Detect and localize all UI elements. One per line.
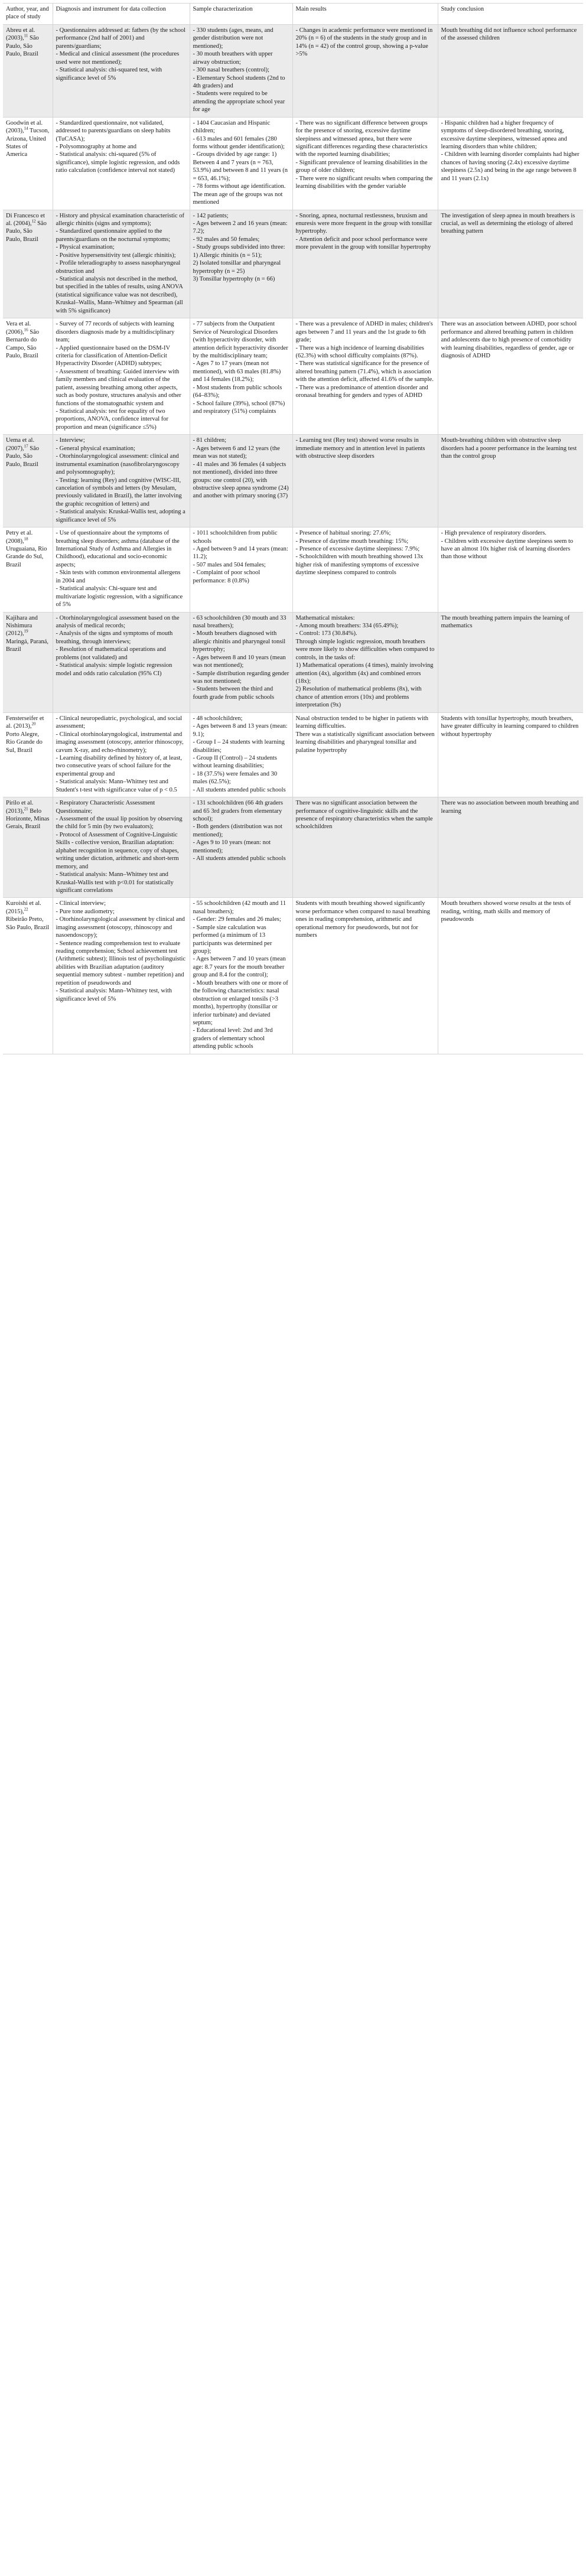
diagnosis-line: - Statistical analysis: chi-squared (5% of significance), simple logistic regression, and odds ratio calculation (confidence interval not stated): [56, 151, 180, 174]
study-place: Tucson, Arizona, United States of America: [6, 128, 50, 158]
reference-number: 22: [24, 907, 28, 912]
sample-line: - Students were required to be attending the appropriate school year for age: [193, 90, 285, 113]
results-line: - Presence of excessive daytime sleepiness: 7.9%;: [295, 546, 420, 552]
conclusion-line: There was no association between mouth breathing and learning: [441, 800, 579, 815]
sample-line: - Ages between 8 and 13 years (mean: 9.1);: [193, 723, 288, 738]
results-cell: [292, 898, 438, 1054]
results-line: - Among mouth breathers: 334 (65.49%);: [295, 622, 399, 629]
results-line: - Attention deficit and poor school performance were more prevalent in the group with tonsillar hypertrophy: [295, 236, 431, 251]
results-line: - There was no significant difference between groups for the presence of snoring, excessive daytime sleepiness and witnessed apnea, but there were significant differences regarding these characteristics with the reported learning disabilities;: [295, 119, 428, 158]
conclusion-line: - High prevalence of respiratory disorders.: [441, 530, 546, 537]
sample-line: - Ages between 6 and 12 years (the mean was not stated);: [193, 445, 280, 460]
sample-line: - 63 schoolchildren (30 mouth and 33 nasal breathers);: [193, 614, 287, 629]
sample-line: - 92 males and 50 females;: [193, 236, 260, 243]
conclusion-line: - Children with learning disorder complaints had higher chances of having snoring (2.4x) excessive daytime sleepiness (2.5x) and being in the age range between 8 and 11 years (2.1x): [441, 151, 580, 182]
table-row: [3, 527, 583, 612]
author-name: Kajihara and Nishimura (2012),: [6, 614, 38, 637]
diagnosis-cell: [53, 797, 190, 898]
diagnosis-line: - Statistical analysis: test for equality of two proportions, ANOVA, confidence interval for proportion and mean (significance ≤5%): [56, 408, 169, 431]
results-cell: [292, 527, 438, 612]
sample-line: - All students attended public schools: [193, 855, 286, 862]
sample-line: - School failure (39%), school (87%) and respiratory (51%) complaints: [193, 400, 285, 415]
results-cell: [292, 117, 438, 210]
diagnosis-line: - Questionnaires addressed at: fathers (by the school performance (2nd half of 2001) and parents/guardians;: [56, 27, 186, 50]
study-place: São Paulo, São Paulo, Brazil: [6, 35, 39, 58]
conclusion-cell: [438, 612, 583, 712]
sample-line: - Gender: 29 females and 26 males;: [193, 916, 281, 923]
header-author: Author, year, and place of study: [3, 4, 53, 25]
diagnosis-line: - Standardized questionnaire, not validated, addressed to parents/guardians on sleep habits (TuCASA);: [56, 119, 171, 142]
author-cell: [3, 527, 53, 612]
study-place: Ribeirão Preto, São Paulo, Brazil: [6, 916, 50, 931]
results-line: - Changes in academic performance were mentioned in 20% (n = 6) of the students in the study group and in 14% (n = 42) of the control group, showing a p-value >5%: [295, 27, 433, 58]
study-place: São Bernardo do Campo, São Paulo, Brazil: [6, 328, 39, 359]
diagnosis-line: - Physical examination;: [56, 244, 115, 251]
diagnosis-line: - Medical and clinical assessment (the procedures used were not mentioned);: [56, 51, 180, 66]
sample-cell: [190, 712, 292, 797]
conclusion-cell: [438, 24, 583, 117]
header-results: Main results: [292, 4, 438, 25]
table-row: [3, 117, 583, 210]
diagnosis-cell: [53, 435, 190, 527]
results-line: - Presence of habitual snoring: 27.6%;: [295, 530, 391, 537]
table-row: [3, 797, 583, 898]
diagnosis-line: - Learning disability defined by history of, at least, two consecutive years of school failure for the experimental group and: [56, 754, 182, 777]
sample-line: - 55 schoolchildren (42 mouth and 11 nasal breathers);: [193, 900, 287, 915]
study-place: Porto Alegre, Rio Grande do Sul, Brazil: [6, 731, 43, 754]
diagnosis-line: - Sentence reading comprehension test to evaluate reading comprehension; School achievement test (Arithmetic subtest); Illinois test of psycholinguistic abilities with Brazilian adaptation (auditory sequential memory subtest - number repetition) and repetition of pseudowords and: [56, 940, 186, 986]
results-line: - Schoolchildren with mouth breathing showed 13x higher risk of manifesting symptoms of excessive daytime sleepiness compared to controls: [295, 553, 424, 577]
diagnosis-line: - Statistical analysis: Mann–Whitney test and Kruskal-Wallis test with p<0.01 for statistically significant correlations: [56, 871, 174, 894]
diagnosis-line: - Skin tests with common environmental allergens in 2004 and: [56, 569, 181, 584]
diagnosis-line: - Survey of 77 records of subjects with learning disorders diagnosis made by a multidisciplinary team;: [56, 321, 175, 344]
diagnosis-line: - Polysomnography at home and: [56, 144, 136, 150]
results-line: There was no significant association between the performance of cognitive-linguistic skills and the presence of respiratory characteristics when the sample schoolchildren: [295, 800, 433, 831]
sample-line: - 330 students (ages, means, and gender distribution were not mentioned);: [193, 27, 274, 50]
diagnosis-line: - Analysis of the signs and symptoms of mouth breathing, through interviews;: [56, 630, 173, 645]
conclusion-line: - Hispanic children had a higher frequency of symptoms of sleep-disordered breathing, snoring, excessive daytime sleepiness, witnessed apnea and learning disorders than white children;: [441, 119, 567, 150]
conclusion-cell: [438, 712, 583, 797]
results-line: Students with mouth breathing showed significantly worse performance when compared to nasal breathing ones in reading comprehension, arithmetic and operational memory for pseudowords, but not for numbers: [295, 900, 430, 939]
header-conclusion: Study conclusion: [438, 4, 583, 25]
sample-line: - Complaint of poor school performance: 8 (0.8%): [193, 569, 261, 584]
author-name: Pirilo et al. (2013),: [6, 800, 34, 815]
sample-line: - Aged between 9 and 14 years (mean: 11.2);: [193, 546, 288, 561]
diagnosis-cell: [53, 24, 190, 117]
author-cell: [3, 24, 53, 117]
diagnosis-line: - Clinical otorhinolaryngological, instrumental and imaging assessment (otoscopy, anterior rhinoscopy, cavum X-ray, and echo-rhinometry);: [56, 731, 184, 754]
header-diagnosis: Diagnosis and instrument for data collection: [53, 4, 190, 25]
conclusion-line: Mouth breathing did not influence school performance of the assessed children: [441, 27, 577, 42]
results-line: Nasal obstruction tended to be higher in patients with learning difficulties.: [295, 715, 429, 730]
diagnosis-line: - Positive hypersensitivity test (allergic rhinitis);: [56, 252, 176, 259]
sample-cell: [190, 24, 292, 117]
diagnosis-line: - Otorhinolaryngological assessment: clinical and instrumental examination (nasofibrolaryngoscopy and polysomnography);: [56, 453, 180, 476]
sample-line: - Mouth breathers with one or more of the following characteristics: nasal obstruction or enlarged tonsils (>3 months), hypertrophy (tonsillar or inferior turbinate) and deviated septum;: [193, 979, 288, 1026]
author-cell: [3, 797, 53, 898]
diagnosis-line: - Statistical analysis not described in the method, but specified in the tables of results, using ANOVA (statistical significance value was not described), Kruskal–Wallis, Mann–Whitney and Spearman (all with 5% significance): [56, 276, 183, 314]
diagnosis-line: - Statistical analysis: Mann–Whitney test, with significance level of 5%: [56, 988, 172, 1002]
sample-line: - Students between the third and fourth grade from public schools: [193, 686, 275, 701]
sample-line: - Both genders (distribution was not mentioned);: [193, 823, 282, 838]
sample-line: - 300 nasal breathers (control);: [193, 67, 269, 74]
diagnosis-line: - Standardized questionnaire applied to the parents/guardians on the nocturnal symptoms;: [56, 228, 171, 243]
table-row: [3, 318, 583, 435]
sample-line: - 1011 schoolchildren from public schools: [193, 530, 278, 545]
results-line: 2) Resolution of mathematical problems (8x), with chance of attention errors (10x) and problems interpretation (9x): [295, 686, 422, 709]
results-line: - Learning test (Rey test) showed worse results in immediate memory and in attention level in patients with obstructive sleep disorders: [295, 437, 425, 460]
results-line: - There were no significant results when comparing the learning disabilities with the gender variable: [295, 175, 433, 190]
table-row: [3, 435, 583, 527]
results-cell: [292, 712, 438, 797]
results-line: - There was a high incidence of learning disabilities (62.3%) with school difficulty complaints (87%).: [295, 344, 424, 359]
conclusion-line: - Children with excessive daytime sleepiness seem to have an almost 10x higher risk of learning disorders than those without: [441, 538, 574, 561]
results-line: Mathematical mistakes:: [295, 614, 355, 621]
diagnosis-line: - Otorhinolaryngological assessment based on the analysis of medical records;: [56, 614, 180, 629]
sample-line: - Ages between 2 and 16 years (mean: 7.2);: [193, 220, 288, 235]
diagnosis-line: - General physical examination;: [56, 445, 135, 452]
results-line: - Presence of daytime mouth breathing: 15%;: [295, 538, 409, 545]
diagnosis-line: - Statistical analysis: chi-squared test, with significance level of 5%: [56, 67, 162, 82]
study-place: Maringá, Paraná, Brazil: [6, 638, 49, 653]
author-name: Vera et al. (2006),: [6, 321, 31, 336]
diagnosis-line: - Clinical neuropediatric, psychological, and social assessment;: [56, 715, 183, 730]
conclusion-cell: [438, 527, 583, 612]
sample-cell: [190, 210, 292, 318]
author-cell: [3, 318, 53, 435]
results-line: - Control: 173 (30.84%).: [295, 630, 357, 637]
table-header-row: [3, 4, 583, 25]
sample-line: - 78 forms without age identification. The mean age of the groups was not mentioned: [193, 183, 286, 206]
reference-number: 17: [24, 444, 28, 449]
diagnosis-cell: [53, 612, 190, 712]
table-row: [3, 210, 583, 318]
results-cell: [292, 318, 438, 435]
sample-line: - Elementary School students (2nd to 4th graders) and: [193, 74, 285, 89]
results-line: 1) Mathematical operations (4 times), mainly involving attention (4x), algorithm (4x) and combined errors (18x);: [295, 662, 434, 685]
sample-line: - 77 subjects from the Outpatient Service of Neurological Disorders (with hyperactivity disorder, with attention deficit hyperactivity disorder by the multidisciplinary team;: [193, 321, 288, 359]
sample-line: - 30 mouth breathers with upper airway obstruction;: [193, 51, 273, 66]
sample-line: - Groups divided by age range: 1) Between 4 and 7 years (n = 763, 53.9%) and between 8 and 11 years (n = 653, 46.1%);: [193, 151, 288, 182]
author-cell: [3, 117, 53, 210]
results-line: Through simple logistic regression, mouth breathers were more likely to show difficulties when compared to controls, in the tasks of:: [295, 638, 435, 661]
sample-line: 2) Isolated tonsillar and pharyngeal hypertrophy (n = 25): [193, 260, 281, 275]
author-name: Petry et al. (2008),: [6, 530, 33, 545]
diagnosis-line: - Assessment of the usual lip position by observing the child for 5 min (by two evaluators);: [56, 816, 183, 831]
author-name: Kuroishi et al. (2015),: [6, 900, 41, 915]
results-line: - There was statistical significance for the presence of altered breathing pattern (71.4%), which is association with the attention deficit, affected 41.6% of the sample.: [295, 360, 434, 383]
sample-line: - 131 schoolchildren (66 4th graders and 65 3rd graders from elementary school);: [193, 800, 284, 822]
sample-cell: [190, 797, 292, 898]
table-body: [3, 24, 583, 1054]
reference-number: 18: [24, 536, 28, 542]
reference-number: 14: [24, 126, 28, 131]
study-place: Belo Horizonte, Minas Gerais, Brazil: [6, 807, 50, 831]
table-row: [3, 24, 583, 117]
diagnosis-line: - Profile teleradiography to assess nasopharyngeal obstruction and: [56, 260, 181, 275]
results-line: There was a statistically significant association between learning disabilities and pharyngeal tonsillar and palatine hypertrophy: [295, 731, 435, 754]
diagnosis-cell: [53, 318, 190, 435]
diagnosis-cell: [53, 527, 190, 612]
conclusion-cell: [438, 435, 583, 527]
diagnosis-line: - Respiratory Characteristic Assessment Questionnaire;: [56, 800, 155, 815]
results-cell: [292, 612, 438, 712]
results-line: - Snoring, apnea, nocturnal restlessness, bruxism and enuresis were more frequent in the group with tonsillar hypertrophy.: [295, 212, 432, 235]
sample-line: 3) Tonsillar hypertrophy (n = 66): [193, 276, 275, 282]
sample-line: - Most students from public schools (64–83%);: [193, 384, 282, 399]
diagnosis-line: - Pure tone audiometry;: [56, 908, 115, 915]
diagnosis-line: - History and physical examination characteristic of allergic rhinitis (signs and symptoms);: [56, 212, 185, 227]
sample-line: - Ages between 7 and 10 years (mean age: 8.7 years for the mouth breather group and 8.4 for the control);: [193, 956, 286, 979]
conclusion-line: There was an association between ADHD, poor school performance and altered breathing pattern in children and adolescents due to high presence of comorbidity with learning disabilities, regardless of gender, age or diagnosis of ADHD: [441, 321, 577, 359]
sample-line: - All students attended public schools: [193, 786, 286, 793]
sample-line: - Ages 9 to 10 years (mean: not mentioned);: [193, 839, 271, 854]
diagnosis-cell: [53, 712, 190, 797]
author-name: Uema et al. (2007),: [6, 437, 35, 452]
results-line: - There was a prevalence of ADHD in males; children's ages between 7 and 11 years and the 1st grade to 6th grade;: [295, 321, 433, 344]
sample-line: - 81 children;: [193, 437, 227, 444]
author-name: Abreu et al. (2003),: [6, 27, 35, 42]
conclusion-line: The investigation of sleep apnea in mouth breathers is crucial, as well as determining the etiology of altered breathing pattern: [441, 212, 575, 235]
diagnosis-line: - Clinical interview;: [56, 900, 106, 907]
reference-number: 20: [31, 721, 36, 727]
sample-line: - Mouth breathers diagnosed with allergic rhinitis and pharyngeal tonsil hypertrophy;: [193, 630, 286, 653]
sample-line: - Ages between 8 and 10 years (mean was not mentioned);: [193, 654, 286, 669]
conclusion-cell: [438, 117, 583, 210]
conclusion-line: Mouth breathers showed worse results at the tests of reading, writing, math skills and memory of pseudowords: [441, 900, 571, 923]
results-cell: [292, 24, 438, 117]
diagnosis-line: - Statistical analysis: Kruskal-Wallis test, adopting a significance level of 5%: [56, 509, 185, 523]
conclusion-cell: [438, 210, 583, 318]
conclusion-line: Mouth-breathing children with obstructive sleep disorders had a poorer performance in the learning test than the control group: [441, 437, 577, 460]
author-cell: [3, 435, 53, 527]
results-cell: [292, 797, 438, 898]
author-name: Fensterseifer et al. (2013),: [6, 715, 44, 730]
author-name: Goodwin et al. (2003),: [6, 119, 43, 135]
conclusion-line: Students with tonsillar hypertrophy, mouth breathers, have greater difficulty in learning compared to children without hypertrophy: [441, 715, 579, 738]
sample-line: - Sample distribution regarding gender was not mentioned;: [193, 670, 289, 685]
sample-cell: [190, 318, 292, 435]
conclusion-cell: [438, 898, 583, 1054]
results-line: - There was a predominance of attention disorder and oronasal breathing for genders and types of ADHD: [295, 384, 428, 399]
sample-line: - 1404 Caucasian and Hispanic children;: [193, 119, 271, 135]
study-place: São Paulo, São Paulo, Brazil: [6, 220, 47, 243]
sample-cell: [190, 527, 292, 612]
diagnosis-line: - Applied questionnaire based on the DSM-IV criteria for classification of Attention-Deficit Hyperactivity Disorder (ADHD) subtypes;: [56, 344, 170, 367]
sample-line: - Study groups subdivided into three:: [193, 244, 285, 251]
sample-line: - 613 males and 601 females (280 forms without gender identification);: [193, 135, 285, 150]
author-cell: [3, 712, 53, 797]
table-row: [3, 612, 583, 712]
sample-line: - 507 males and 504 females;: [193, 561, 266, 568]
table-row: [3, 712, 583, 797]
diagnosis-cell: [53, 210, 190, 318]
diagnosis-cell: [53, 898, 190, 1054]
sample-line: - Ages 7 to 17 years (mean not mentioned), with 63 males (81.8%) and 14 females (18.2%);: [193, 360, 281, 383]
diagnosis-line: - Testing: learning (Rey) and cognitive (WISC-III, cancelation of symbols and letters (by Mesulam, previously validated in Brazil), the latter involving the graphic recognition of letters) and: [56, 477, 182, 507]
results-line: - Significant prevalence of learning disabilities in the group of older children;: [295, 159, 428, 174]
sample-line: 1) Allergic rhinitis (n = 51);: [193, 252, 262, 259]
sample-cell: [190, 117, 292, 210]
results-cell: [292, 435, 438, 527]
sample-line: - Group II (Control) – 24 students without learning disabilities;: [193, 754, 277, 770]
sample-line: - 142 patients;: [193, 212, 229, 219]
conclusion-cell: [438, 318, 583, 435]
author-cell: [3, 612, 53, 712]
conclusion-line: The mouth breathing pattern impairs the learning of mathematics: [441, 614, 570, 629]
sample-cell: [190, 435, 292, 527]
table-row: [3, 898, 583, 1054]
sample-line: - 41 males and 36 females (4 subjects not mentioned), divided into three groups: one control (20), with obstructive sleep apnea syndrome (24) and another with primary snoring (37): [193, 461, 289, 500]
sample-line: - Group I – 24 students with learning disabilities;: [193, 739, 285, 754]
diagnosis-line: - Statistical analysis: simple logistic regression model and odds ratio calculation (95% CI): [56, 662, 172, 677]
study-place: São Paulo, São Paulo, Brazil: [6, 445, 39, 468]
sample-line: - Educational level: 2nd and 3rd graders of elementary school attending public schools: [193, 1027, 273, 1050]
sample-cell: [190, 898, 292, 1054]
diagnosis-cell: [53, 117, 190, 210]
author-cell: [3, 898, 53, 1054]
author-name: Di Francesco et al. (2004),: [6, 212, 45, 227]
diagnosis-line: - Interview;: [56, 437, 85, 444]
reference-number: 16: [24, 327, 28, 333]
diagnosis-line: - Resolution of mathematical operations and problems (not validated) and: [56, 646, 166, 661]
sample-cell: [190, 612, 292, 712]
reference-number: 19: [24, 628, 28, 634]
diagnosis-line: - Otorhinolaryngological assessment by clinical and imaging assessment (otoscopy, rhinoscopy and nasoendoscopy);: [56, 916, 185, 939]
reference-number: 11: [24, 33, 28, 38]
diagnosis-line: - Statistical analysis: Mann–Whitney test and Student's t-test with significance value of p < 0.5: [56, 779, 177, 793]
sample-line: - Sample size calculation was performed (a minimum of 13 participants was determined per group);: [193, 924, 272, 955]
reference-number: 21: [24, 806, 28, 812]
conclusion-cell: [438, 797, 583, 898]
studies-table: [3, 3, 583, 1054]
sample-line: - 48 schoolchildren;: [193, 715, 243, 722]
header-sample: Sample characterization: [190, 4, 292, 25]
reference-number: 12: [31, 219, 36, 224]
diagnosis-line: - Protocol of Assessment of Cognitive-Linguistic Skills - collective version, Brazilian adaptation: alphabet recognition in sequence, copy of shapes, writing under dictation, arithmetic and short-term memory, and: [56, 831, 179, 870]
diagnosis-line: - Assessment of breathing: Guided interview with family members and clinical evaluation of the patient, assessing breathing among other aspects, such as body posture, structures analysis and other functions of the stomatognathic system and: [56, 368, 181, 407]
diagnosis-line: - Use of questionnaire about the symptoms of breathing sleep disorders; asthma (database of the International Study of Asthma and Allergies in Childhood), educational and socio-economic aspects;: [56, 530, 180, 568]
results-cell: [292, 210, 438, 318]
author-cell: [3, 210, 53, 318]
sample-line: - 18 (37.5%) were females and 30 males (62.5%);: [193, 770, 278, 786]
diagnosis-line: - Statistical analysis: Chi-square test and multivariate logistic regression, with a significance of 5%: [56, 585, 183, 608]
study-place: Uruguaiana, Rio Grande do Sul, Brazil: [6, 546, 47, 568]
